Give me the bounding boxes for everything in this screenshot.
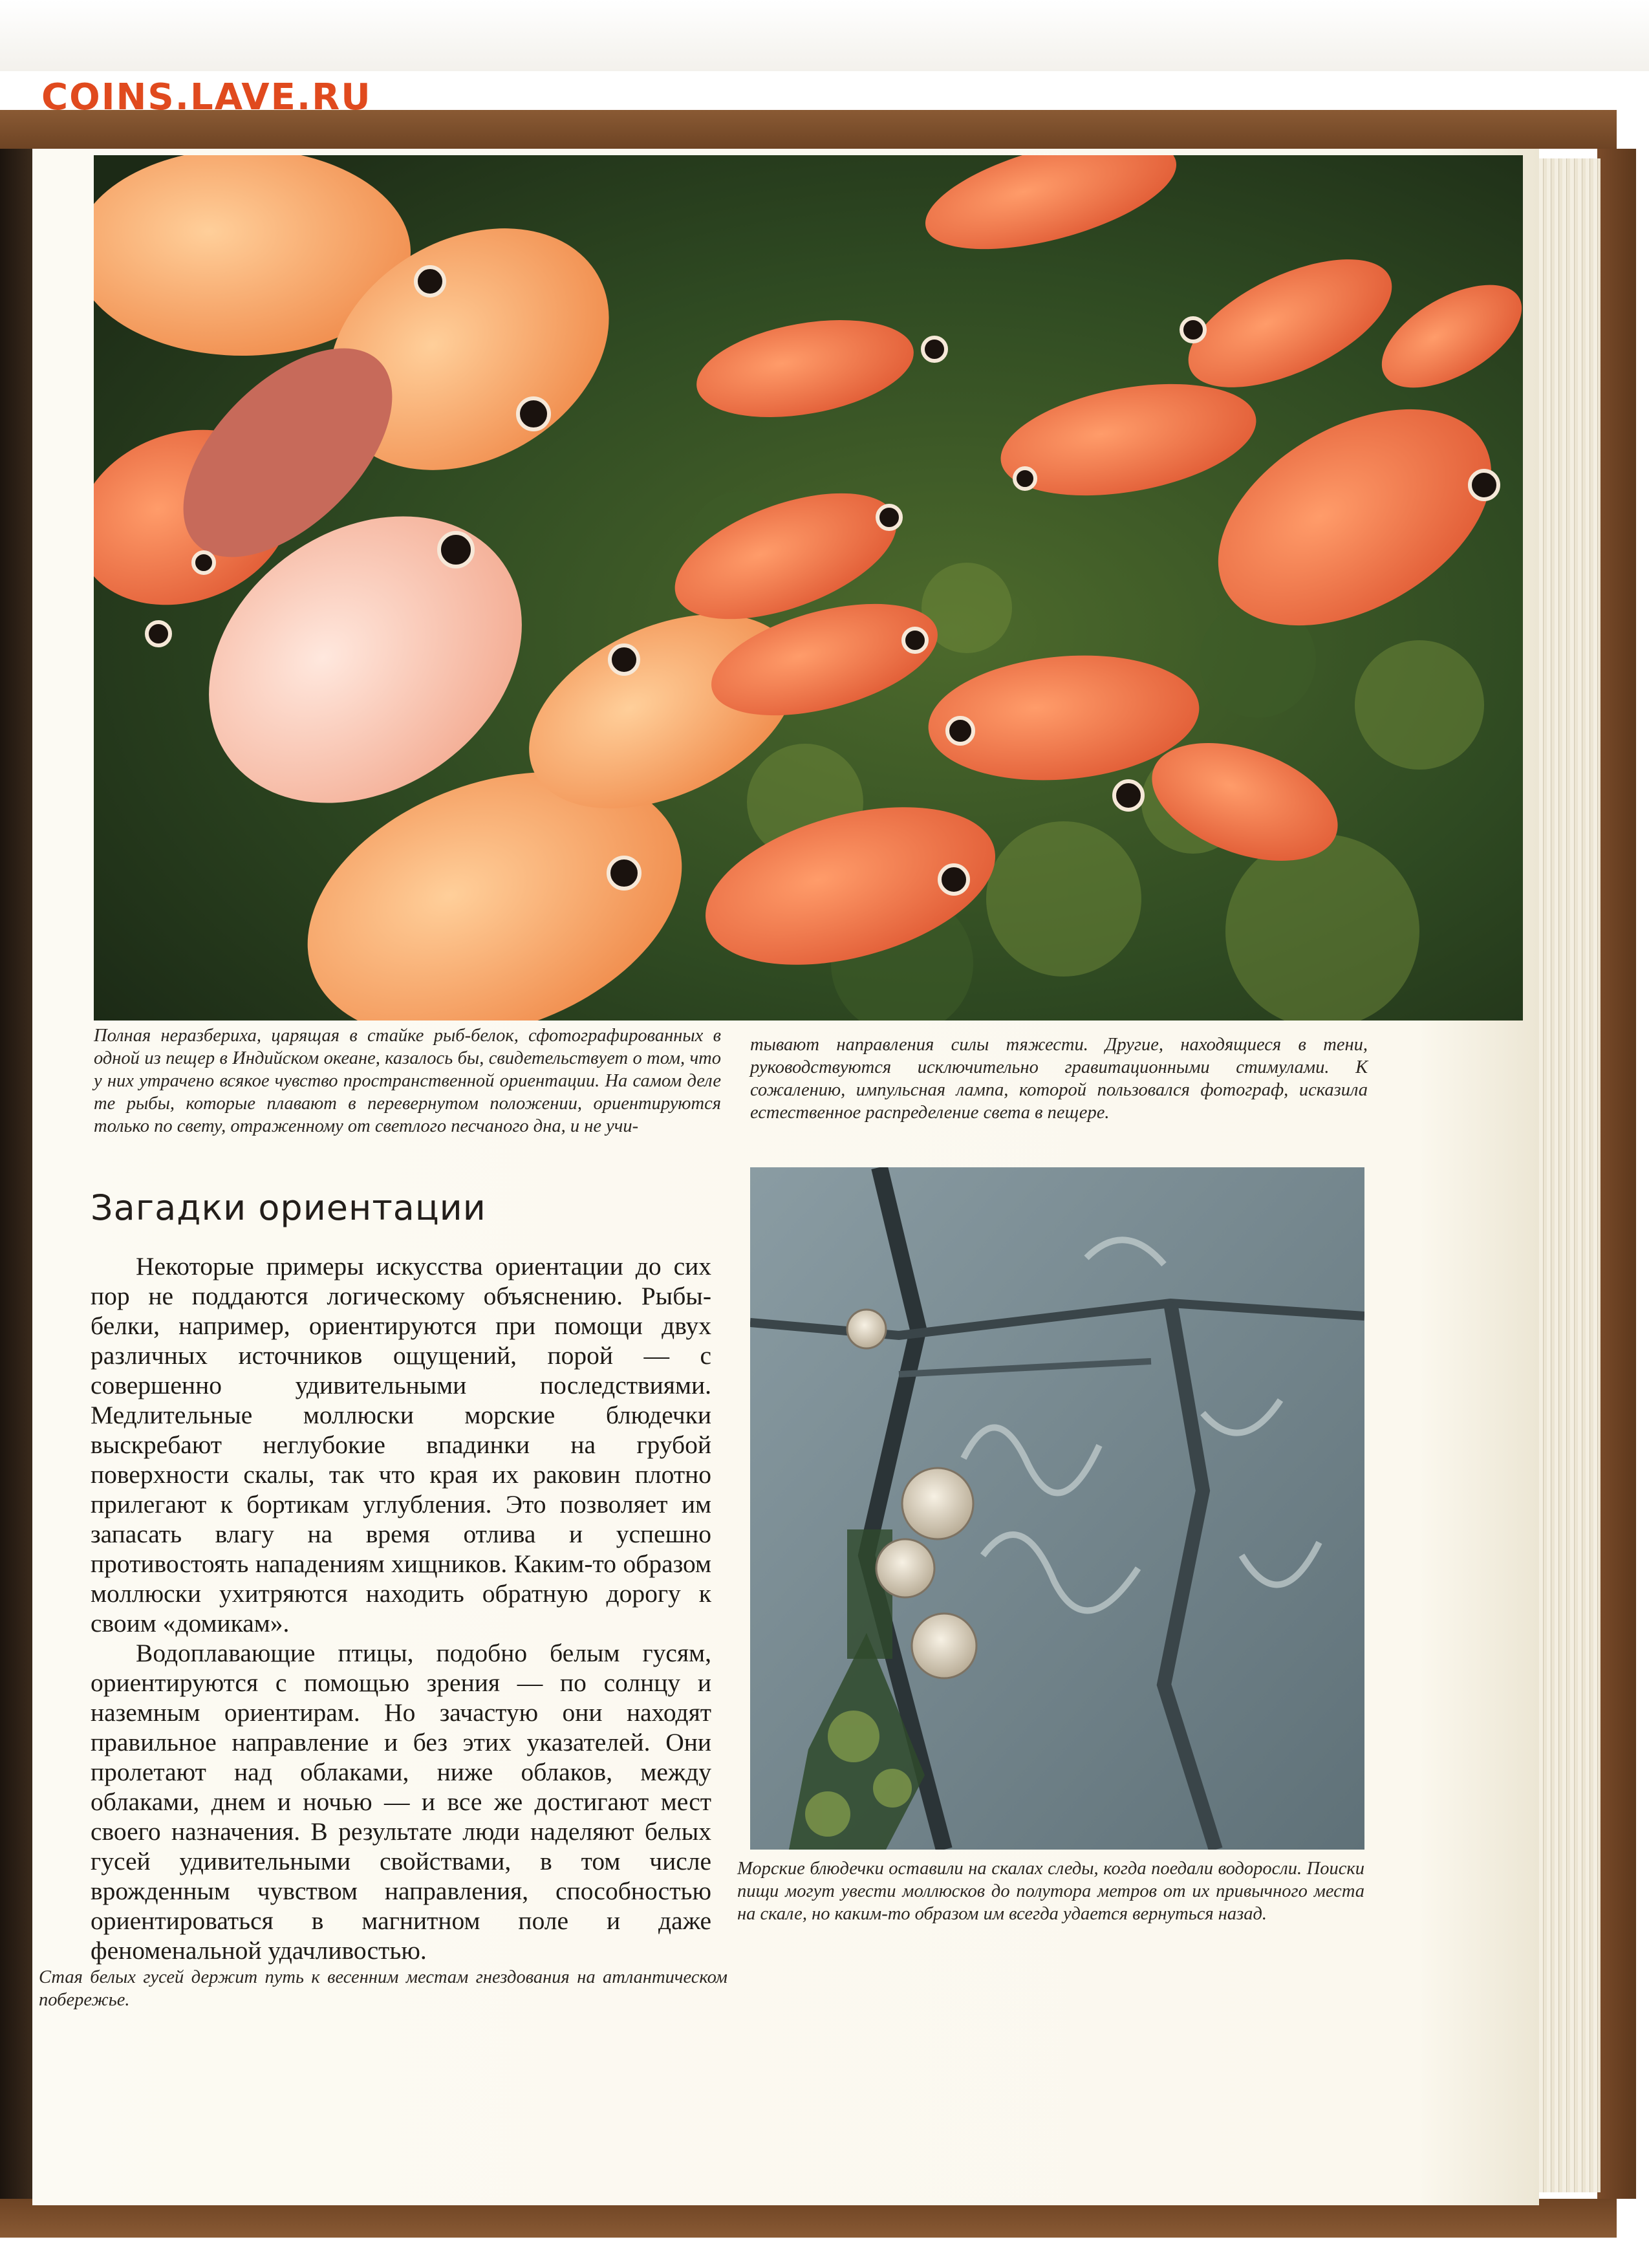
limpets-photo (750, 1167, 1364, 1850)
body-paragraph-2: Водоплавающие птицы, подобно белым гусям, ориентируются с помощью зрения — по солнцу и наземным ориентирам. Но зачастую они находят правильное направление и без этих указателей. Они пролетают над облаками, ниже облаков, между облаками, днем и ночью — и все же достигают мест своего назначения. В результате люди наделяют белых гусей удивительными свойствами, в том числе врожденным чувством направления, способностью ориентироваться в магнитном поле и даже феноменальной удачливостью. (91, 1639, 711, 1965)
section-heading: Загадки ориентации (91, 1187, 486, 1228)
page-stack-edge (1539, 158, 1600, 2192)
book-cover-edge-right (1597, 149, 1636, 2199)
limpets-photo-illustration (750, 1167, 1364, 1850)
watermark: COINS.LAVE.RU (41, 76, 372, 118)
geese-caption-fragment: Стая белых гусей держит путь к весенним местам гнездования на атлантическом побережье. (39, 1967, 727, 2010)
body-text (91, 1251, 711, 1965)
body-paragraph-1: Некоторые примеры искусства ориентации до сих пор не поддаются логическому объяснению. Рыбы-белки, например, ориентируются при помощи двух различных источников ощущений, порой — с совершенно удивительными последствиями. Медлительные моллюски морские блюдечки выскребают неглубокие впадинки на грубой поверхности скалы, так что края их раковин плотно прилегают к бортикам углубления. Это позволяет им запасать влагу на время отлива и успешно противостоять нападениям хищников. Каким-то образом моллюски ухитряются находить обратную дорогу к своим «домикам». (91, 1252, 711, 1637)
fish-photo-illustration (94, 155, 1523, 1021)
fish-photo (94, 155, 1523, 1021)
limpets-caption: Морские блюдечки оставили на скалах следы, когда поедали водоросли. Поиски пищи могут увести моллюсков до полутора метров от их привычного места на скале, но каким-то образом им всегда удается вернуться назад. (737, 1859, 1364, 1924)
fish-caption-left: Полная неразбериха, царящая в стайке рыб-белок, сфотографированных в одной из пещер в Индийском океане, казалось бы, свидетельствует о том, что у них утрачено всякое чувство пространственной ориентации. На самом деле те рыбы, которые плавают в перевернутом положении, ориентируются только по свету, отраженному от светлого песчаного дна, и не учи- (94, 1026, 721, 1136)
book-spine-shadow (0, 149, 32, 2199)
scan-background (0, 0, 1649, 71)
fish-caption-right: тывают направления силы тяжести. Другие, находящиеся в тени, руководствуются исключительно гравитационными стимулами. К сожалению, импульсная лампа, которой пользовался фотограф, исказила естественное распределение света в пещере. (750, 1035, 1368, 1123)
